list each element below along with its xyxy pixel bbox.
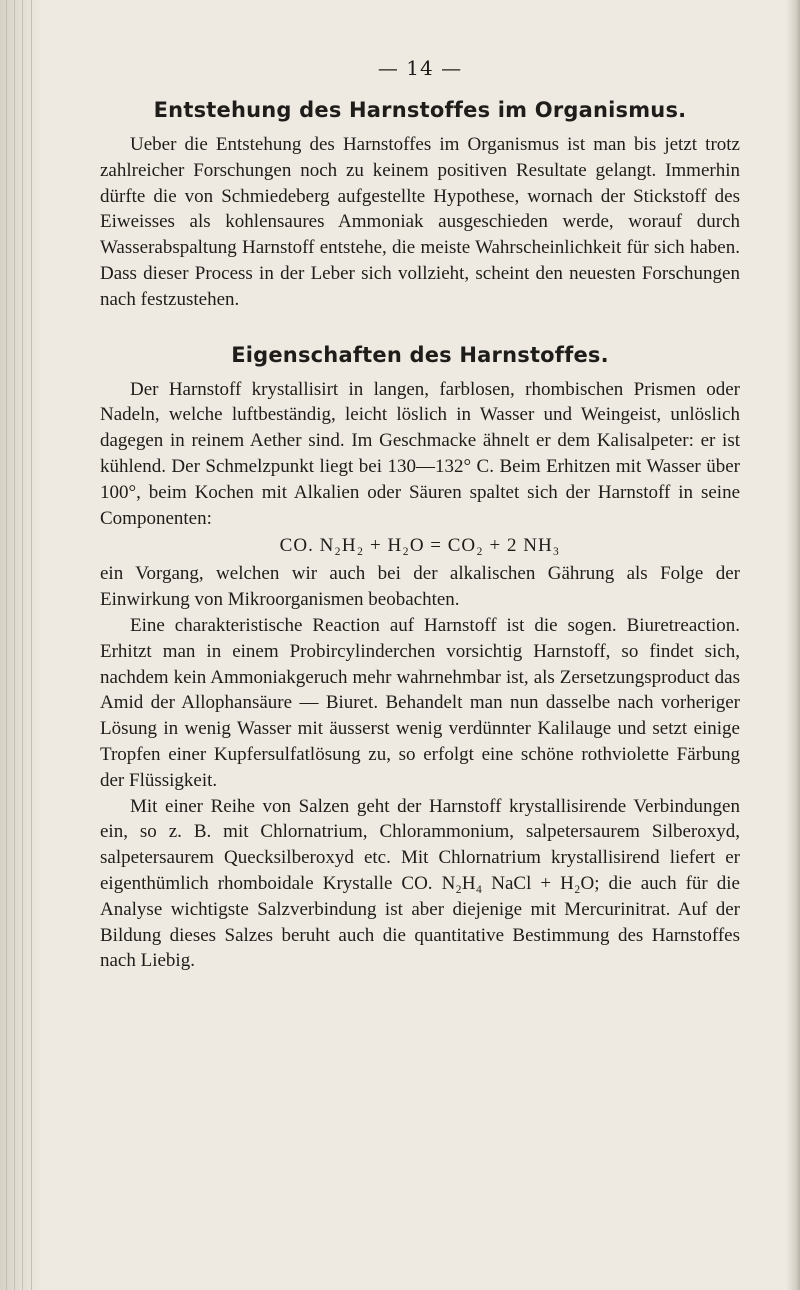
paragraph-eigenschaften-2: ein Vorgang, welchen wir auch bei der alkalischen Gährung als Folge der Einwirkung von Mikroorganismen beobachten. — [100, 563, 740, 611]
chemical-equation: CO. N₂H₂ + H₂O = CO₂ + 2 NH₃ — [279, 535, 561, 557]
paragraph-salzverbindungen: Mit einer Reihe von Salzen geht der Harnstoff krystallisirende Verbindungen ein, so z. B. mit Chlornatrium, Chlorammonium, salpetersaurem Silberoxyd, salpetersaurem Quecksilberoxyd etc. Mit Chlornatrium krystallisirend liefert er eigenthümlich rhomboidale Krystalle CO. N₂H₄ NaCl + H₂O; die auch für die Analyse wichtigste Salzverbindung ist aber diejenige mit Mercurinitrat. Auf der Bildung dieses Salzes beruht auch die quantitative Bestimmung des Harnstoffes nach Liebig. — [100, 795, 740, 972]
paragraph-entstehung: Ueber die Entstehung des Harnstoffes im Organismus ist man bis jetzt trotz zahlreicher Forschungen noch zu keinem positiven Resultate gelangt. Immerhin dürfte die von Schmiedeberg aufgestellte Hypothese, wornach der Stickstoff des Eiweisses als kohlensaures Ammoniak ausgeschieden werde, worauf durch Wasserabspaltung Harnstoff entstehe, die meiste Wahrscheinlichkeit für sich haben. Dass dieser Process in der Leber sich vollzieht, scheint den neuesten Forschungen nach festzustehen. — [100, 134, 740, 310]
paragraph-biuretreaction: Eine charakteristische Reaction auf Harnstoff ist die sogen. Biuretreaction. Erhitzt man in einem Probircylinderchen vorsichtig Harnstoff, so findet sich, nachdem kein Ammoniakgeruch mehr wahrnehmbar ist, als Zersetzungsproduct das Amid der Allophansäure — Biuret. Behandelt man nun dasselbe nach vorheriger Lösung in wenig Wasser mit äusserst wenig verdünnter Kalilauge und setzt einige Tropfen einer Kupfersulfatlösung zu, so erfolgt eine schöne rothviolette Färbung der Flüssigkeit. — [100, 614, 740, 791]
book-gutter-left — [0, 0, 40, 1290]
book-page — [100, 56, 740, 974]
paragraph-eigenschaften-1: Der Harnstoff krystallisirt in langen, farblosen, rhombischen Prismen oder Nadeln, welche luftbeständig, leicht löslich in Wasser und Weingeist, unlöslich dagegen in reinem Aether sind. Im Geschmacke ähnelt er dem Kalisalpeter: er ist kühlend. Der Schmelzpunkt liegt bei 130—132° C. Beim Erhitzen mit Wasser über 100°, beim Kochen mit Alkalien oder Säuren spaltet sich der Harnstoff in seine Componenten: — [100, 378, 740, 529]
section-heading-entstehung: Entstehung des Harnstoffes im Organismus. — [153, 98, 687, 122]
section-heading-eigenschaften: Eigenschaften des Harnstoffes. — [231, 342, 609, 367]
book-edge-right — [786, 0, 800, 1290]
page-number: — 14 — — [377, 56, 463, 80]
